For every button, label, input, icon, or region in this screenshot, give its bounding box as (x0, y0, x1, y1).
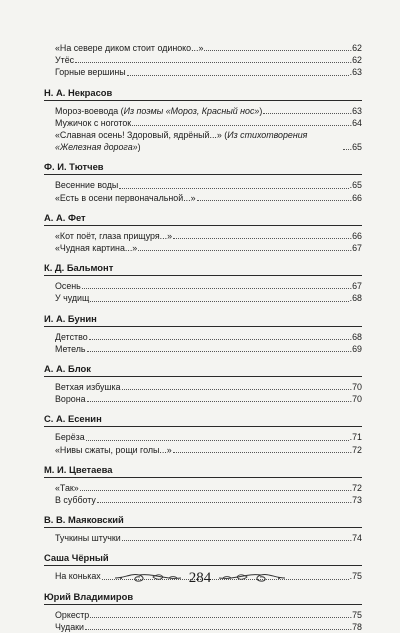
author-heading: В. В. Маяковский (44, 514, 124, 526)
section-rule (44, 326, 362, 327)
toc-entry[interactable] (44, 105, 362, 117)
entry-page-number: .78 (349, 621, 362, 632)
dot-leader (122, 388, 349, 390)
toc-entry[interactable] (44, 117, 362, 129)
entry-title: Детство (55, 331, 88, 342)
toc-entry[interactable] (44, 331, 362, 343)
toc-entry[interactable] (44, 431, 362, 443)
toc-section (44, 409, 362, 455)
toc-entry[interactable] (44, 444, 362, 456)
entry-page-number: .65 (349, 142, 362, 153)
dot-leader (122, 539, 349, 541)
entry-title: Метель (55, 343, 86, 354)
dot-leader (127, 74, 349, 76)
section-rule (44, 604, 362, 605)
toc-entry[interactable] (44, 609, 362, 621)
entry-title: Мужичок с ноготок (55, 117, 132, 128)
dot-leader (89, 338, 349, 340)
entry-page-number: .69 (349, 343, 362, 354)
author-heading: И. А. Бунин (44, 312, 97, 324)
entry-title: Ветхая избушка (55, 382, 121, 393)
dot-leader (343, 148, 349, 150)
toc-entry[interactable] (44, 621, 362, 633)
entry-title: Ворона (55, 394, 86, 405)
page-footer (0, 566, 400, 590)
entry-title: «Чудная картина...» (55, 243, 138, 254)
dot-leader (85, 628, 349, 630)
dot-leader (132, 124, 349, 126)
section-rule (44, 527, 362, 528)
entry-page-number: .65 (349, 180, 362, 191)
entry-page-number: .68 (349, 331, 362, 342)
dot-leader (204, 49, 348, 51)
author-heading: Юрий Владимиров (44, 590, 134, 602)
entry-page-number: .70 (349, 394, 362, 405)
entry-page-number: .62 (349, 55, 362, 66)
entry-page-number: .71 (349, 432, 362, 443)
entry-title: На коньках (55, 571, 101, 582)
entry-page-number: .73 (349, 495, 362, 506)
dot-leader (86, 439, 349, 441)
author-heading: А. А. Блок (44, 363, 91, 375)
section-rule (44, 225, 362, 226)
entry-source: Из стихотворения «Железная дорога» (55, 130, 308, 153)
dot-leader (90, 616, 348, 618)
toc-entry[interactable] (44, 230, 362, 242)
entry-title: «На севере диком стоит одиноко...» (55, 43, 204, 53)
toc-section (44, 510, 362, 544)
toc-section (44, 258, 362, 304)
author-heading: А. А. Фет (44, 211, 86, 223)
toc-entry[interactable] (44, 292, 362, 304)
section-rule (44, 376, 362, 377)
toc-entry[interactable] (44, 179, 362, 191)
author-heading: Саша Чёрный (44, 552, 109, 564)
section-rule (44, 100, 362, 101)
entry-title: Горные вершины (55, 67, 126, 78)
dot-leader (119, 187, 348, 189)
dot-leader (80, 489, 349, 491)
toc-entry[interactable] (44, 393, 362, 405)
entry-page-number: .66 (349, 192, 362, 203)
entry-title: «Есть в осени первоначальной...» (55, 192, 196, 203)
toc-entry[interactable] (44, 381, 362, 393)
toc-entry[interactable] (44, 494, 362, 506)
author-heading: Н. А. Некрасов (44, 86, 113, 98)
entry-page-number: .67 (349, 281, 362, 292)
section-rule (44, 426, 362, 427)
dot-leader (173, 451, 349, 453)
dot-leader (97, 501, 349, 503)
toc-section (44, 157, 362, 203)
toc-entry[interactable] (44, 192, 362, 204)
toc-entry[interactable] (44, 42, 362, 54)
entry-source: Из поэмы «Мороз, Красный нос» (123, 105, 260, 116)
entry-page-number: .70 (349, 382, 362, 393)
entry-page-number: .63 (349, 105, 362, 116)
dot-leader (87, 350, 349, 352)
entry-page-number: .66 (349, 230, 362, 241)
dot-leader (87, 400, 349, 402)
author-heading: С. А. Есенин (44, 413, 102, 425)
table-of-contents (44, 42, 362, 633)
toc-section (44, 42, 362, 79)
toc-section (44, 208, 362, 254)
entry-page-number: .72 (349, 444, 362, 455)
toc-entry[interactable] (44, 54, 362, 66)
author-heading: К. Д. Бальмонт (44, 262, 114, 274)
toc-entry[interactable] (44, 482, 362, 494)
toc-entry[interactable] (44, 129, 362, 153)
entry-title: «Так» (55, 482, 79, 493)
entry-title: Оркестр (55, 609, 90, 620)
entry-page-number: .75 (349, 571, 362, 582)
dot-leader (82, 287, 349, 289)
entry-page-number: .64 (349, 117, 362, 128)
dot-leader (138, 249, 348, 251)
toc-entry[interactable] (44, 66, 362, 78)
entry-title: Чудаки (55, 621, 85, 632)
ornament-icon (113, 571, 183, 585)
toc-section (44, 83, 362, 154)
entry-title: Весенние воды (55, 180, 119, 191)
entry-page-number: .68 (349, 293, 362, 304)
section-rule (44, 174, 362, 175)
entry-page-number: .75 (349, 609, 362, 620)
entry-page-number: .74 (349, 533, 362, 544)
toc-section (44, 587, 362, 633)
toc-entry[interactable] (44, 343, 362, 355)
entry-page-number: .62 (349, 43, 362, 53)
toc-entry[interactable] (44, 242, 362, 254)
entry-page-number: .63 (349, 67, 362, 78)
section-rule (44, 275, 362, 276)
dot-leader (197, 199, 349, 201)
entry-title: Берёза (55, 432, 85, 443)
entry-page-number: .67 (349, 243, 362, 254)
section-rule (44, 477, 362, 478)
toc-section (44, 309, 362, 355)
entry-title: У чудищ (55, 293, 90, 304)
entry-title: «Нивы сжаты, рощи голы...» (55, 444, 172, 455)
dot-leader (75, 61, 349, 63)
entry-title: В субботу (55, 495, 96, 506)
entry-title: «Славная осень! Здоровый, ядрёный...» (Из стихотворения «Железная дорога») (55, 130, 308, 153)
author-heading: Ф. И. Тютчев (44, 161, 104, 173)
entry-title: Тучкины штучки (55, 533, 121, 544)
page-number: 284 (188, 569, 212, 586)
entry-title: Осень (55, 281, 81, 292)
toc-entry[interactable] (44, 280, 362, 292)
toc-entry[interactable] (44, 532, 362, 544)
dot-leader (263, 112, 348, 114)
toc-section (44, 359, 362, 405)
entry-title: Мороз-воевода (Из поэмы «Мороз, Красный нос») (55, 105, 263, 116)
toc-section (44, 460, 362, 506)
ornament-icon (217, 571, 287, 585)
dot-leader (90, 300, 348, 302)
entry-title: «Кот поёт, глаза прищуря...» (55, 230, 173, 241)
author-heading: М. И. Цветаева (44, 463, 113, 475)
entry-title: Утёс (55, 55, 75, 66)
dot-leader (173, 237, 349, 239)
entry-page-number: .72 (349, 482, 362, 493)
